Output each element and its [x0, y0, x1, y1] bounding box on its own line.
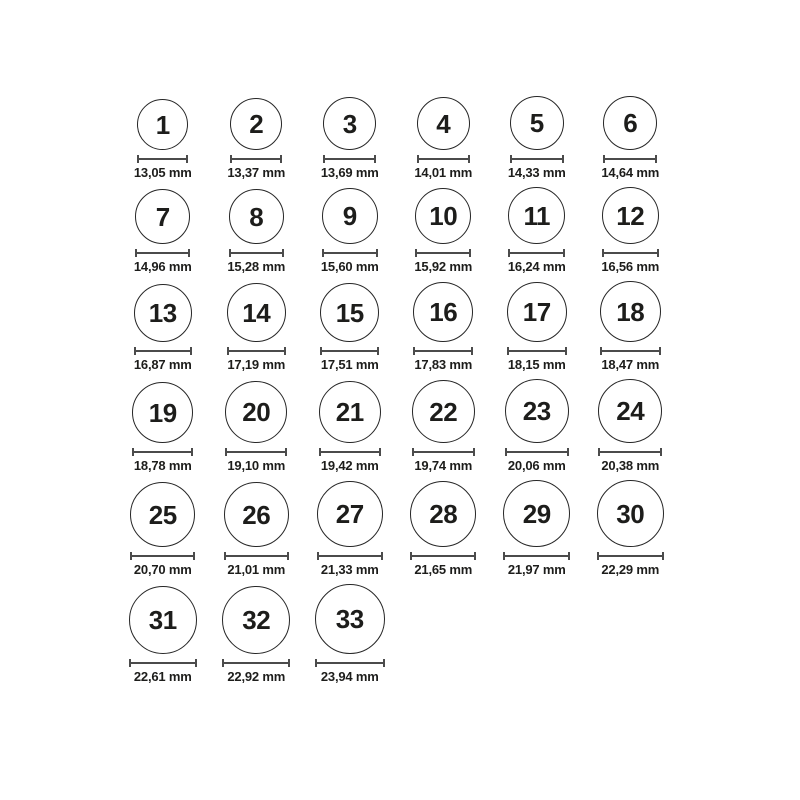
diameter-ruler-line: [419, 158, 468, 160]
diameter-ruler-line: [224, 662, 288, 664]
ring-circle: [508, 187, 565, 244]
diameter-ruler-line: [510, 252, 563, 254]
diameter-ruler: [315, 659, 385, 667]
diameter-ruler-line: [232, 158, 280, 160]
ring-size-cell: [600, 281, 661, 372]
ring-circle: [224, 482, 289, 547]
ring-circle: [319, 381, 381, 443]
ring-size-cell: [321, 188, 379, 274]
diameter-ruler-line: [322, 350, 377, 352]
ring-circle: [225, 381, 287, 443]
diameter-label: 19,10 mm: [227, 458, 286, 473]
ring-circle: [597, 480, 664, 547]
ring-size-cell: [319, 381, 381, 473]
diameter-ruler-line: [231, 252, 282, 254]
ring-size-cell: [503, 480, 570, 577]
ring-size-number: 28: [429, 499, 458, 529]
diameter-ruler: [323, 155, 376, 163]
ring-size-cell: [321, 97, 379, 180]
ring-circle: [229, 189, 284, 244]
ring-size-number: 15: [335, 297, 364, 328]
ring-size-number: 14: [242, 297, 271, 328]
diameter-label: 17,83 mm: [414, 357, 473, 372]
diameter-ruler-line: [134, 451, 191, 453]
ring-size-cell: [414, 97, 472, 180]
ring-size-chart-grid: [116, 96, 677, 684]
diameter-ruler-line: [319, 555, 381, 557]
diameter-label: 21,01 mm: [227, 562, 286, 577]
diameter-label: 20,06 mm: [507, 458, 566, 473]
diameter-ruler: [598, 448, 662, 456]
ring-circle: [600, 281, 661, 342]
ring-circle: [222, 586, 290, 654]
diameter-label: 22,29 mm: [601, 562, 660, 577]
ring-circle: [129, 586, 197, 654]
ring-circle: [320, 283, 379, 342]
diameter-ruler: [229, 249, 284, 257]
diameter-label: 15,92 mm: [414, 259, 473, 274]
diameter-ruler: [322, 249, 378, 257]
ring-size-number: 10: [429, 201, 458, 231]
diameter-label: 13,05 mm: [133, 165, 192, 180]
ring-circle: [410, 481, 476, 547]
ring-circle: [323, 97, 376, 150]
ring-size-cell: [412, 380, 475, 473]
diameter-ruler: [132, 448, 193, 456]
ring-circle: [505, 379, 569, 443]
diameter-ruler-line: [415, 350, 471, 352]
ring-size-cell: [410, 481, 476, 577]
diameter-ruler: [227, 347, 286, 355]
ring-size-cell: [134, 284, 192, 372]
diameter-ruler-line: [325, 158, 374, 160]
ring-size-number: 3: [342, 108, 357, 139]
diameter-label: 19,42 mm: [320, 458, 379, 473]
diameter-label: 15,28 mm: [227, 259, 286, 274]
diameter-ruler: [510, 155, 564, 163]
diameter-ruler: [224, 552, 289, 560]
ring-size-cell: [129, 586, 197, 684]
ring-size-number: 16: [429, 297, 458, 327]
diameter-ruler: [134, 347, 192, 355]
diameter-ruler: [600, 347, 661, 355]
ring-size-cell: [601, 96, 659, 180]
diameter-ruler: [317, 552, 383, 560]
ring-size-cell: [315, 584, 385, 684]
diameter-ruler: [413, 347, 473, 355]
ring-size-number: 17: [522, 297, 551, 327]
diameter-label: 14,33 mm: [507, 165, 566, 180]
diameter-ruler-line: [324, 252, 376, 254]
ring-size-number: 24: [616, 396, 645, 426]
ring-circle: [413, 282, 473, 342]
ring-size-cell: [317, 481, 383, 577]
diameter-label: 21,97 mm: [507, 562, 566, 577]
ring-circle: [227, 283, 286, 342]
ring-size-number: 31: [148, 605, 177, 635]
ring-size-number: 18: [616, 296, 645, 327]
ring-size-cell: [227, 283, 286, 372]
ring-circle: [415, 188, 471, 244]
ring-circle: [134, 284, 192, 342]
diameter-ruler: [320, 347, 379, 355]
ring-size-cell: [134, 99, 192, 180]
diameter-ruler-line: [507, 451, 567, 453]
diameter-ruler-line: [417, 252, 469, 254]
ring-size-number: 7: [155, 201, 170, 232]
ring-circle: [132, 382, 193, 443]
ring-size-cell: [227, 98, 285, 180]
ring-size-cell: [508, 96, 566, 180]
ring-circle: [315, 584, 385, 654]
ring-size-number: 12: [616, 200, 645, 231]
ring-size-cell: [320, 283, 379, 372]
diameter-ruler: [230, 155, 282, 163]
ring-size-number: 30: [616, 498, 645, 529]
diameter-ruler: [603, 155, 657, 163]
diameter-ruler: [319, 448, 381, 456]
ring-size-number: 33: [335, 604, 364, 634]
ring-circle: [507, 282, 567, 342]
ring-size-number: 21: [335, 397, 364, 427]
ring-size-number: 19: [148, 397, 177, 428]
diameter-label: 22,92 mm: [227, 669, 286, 684]
ring-size-cell: [508, 187, 566, 274]
diameter-ruler: [505, 448, 569, 456]
diameter-ruler-line: [317, 662, 383, 664]
ring-circle: [322, 188, 378, 244]
ring-size-number: 4: [436, 108, 451, 139]
ring-size-number: 29: [522, 498, 551, 529]
ring-circle: [510, 96, 564, 150]
diameter-ruler-line: [137, 252, 188, 254]
ring-size-cell: [222, 586, 290, 684]
diameter-ruler: [507, 347, 567, 355]
ring-size-cell: [224, 482, 289, 577]
diameter-ruler-line: [131, 662, 195, 664]
diameter-label: 21,33 mm: [320, 562, 379, 577]
diameter-label: 15,60 mm: [320, 259, 379, 274]
ring-size-number: 13: [148, 298, 177, 328]
ring-size-number: 25: [148, 499, 177, 530]
ring-size-cell: [227, 189, 285, 274]
diameter-ruler: [129, 659, 197, 667]
diameter-ruler: [410, 552, 476, 560]
ring-size-number: 1: [155, 109, 170, 140]
ring-size-cell: [598, 379, 662, 473]
ring-circle: [598, 379, 662, 443]
diameter-ruler-line: [414, 451, 473, 453]
diameter-label: 16,24 mm: [507, 259, 566, 274]
diameter-label: 18,78 mm: [133, 458, 192, 473]
ring-size-cell: [134, 189, 192, 274]
ring-size-cell: [132, 382, 193, 473]
diameter-label: 23,94 mm: [320, 669, 379, 684]
ring-size-cell: [414, 188, 472, 274]
ring-circle: [417, 97, 470, 150]
ring-size-number: 23: [522, 396, 551, 426]
ring-size-number: 20: [242, 397, 271, 427]
diameter-label: 14,64 mm: [601, 165, 660, 180]
diameter-label: 17,19 mm: [227, 357, 286, 372]
ring-circle: [130, 482, 195, 547]
diameter-label: 16,56 mm: [601, 259, 660, 274]
diameter-label: 21,65 mm: [414, 562, 473, 577]
diameter-label: 13,69 mm: [320, 165, 379, 180]
diameter-label: 17,51 mm: [320, 357, 379, 372]
ring-circle: [137, 99, 188, 150]
diameter-ruler-line: [512, 158, 562, 160]
diameter-ruler-line: [602, 350, 659, 352]
diameter-ruler-line: [229, 350, 284, 352]
diameter-ruler-line: [321, 451, 379, 453]
diameter-label: 16,87 mm: [133, 357, 192, 372]
ring-size-number: 26: [242, 499, 271, 530]
diameter-ruler: [417, 155, 470, 163]
diameter-ruler-line: [412, 555, 474, 557]
diameter-ruler-line: [139, 158, 186, 160]
diameter-label: 18,15 mm: [507, 357, 566, 372]
diameter-label: 19,74 mm: [414, 458, 473, 473]
ring-size-cell: [597, 480, 664, 577]
diameter-ruler-line: [505, 555, 568, 557]
diameter-ruler: [597, 552, 664, 560]
ring-size-cell: [225, 381, 287, 473]
diameter-ruler-line: [509, 350, 565, 352]
ring-size-cell: [130, 482, 195, 577]
ring-size-number: 2: [249, 109, 264, 139]
ring-circle: [602, 187, 659, 244]
ring-size-cell: [413, 282, 473, 372]
diameter-ruler: [130, 552, 195, 560]
diameter-ruler-line: [226, 555, 287, 557]
ring-circle: [230, 98, 282, 150]
ring-size-number: 5: [529, 108, 544, 138]
diameter-ruler: [602, 249, 659, 257]
ring-size-number: 22: [429, 396, 458, 427]
diameter-ruler: [135, 249, 190, 257]
diameter-ruler-line: [136, 350, 190, 352]
ring-size-number: 6: [623, 108, 638, 138]
ring-size-number: 11: [523, 200, 550, 231]
ring-size-number: 27: [335, 499, 364, 529]
diameter-ruler: [415, 249, 471, 257]
ring-size-cell: [601, 187, 659, 274]
diameter-ruler: [412, 448, 475, 456]
ring-circle: [317, 481, 383, 547]
diameter-ruler: [503, 552, 570, 560]
ring-size-cell: [505, 379, 569, 473]
diameter-ruler-line: [132, 555, 193, 557]
diameter-label: 14,01 mm: [414, 165, 473, 180]
diameter-label: 20,38 mm: [601, 458, 660, 473]
diameter-label: 18,47 mm: [601, 357, 660, 372]
diameter-ruler: [137, 155, 188, 163]
ring-circle: [412, 380, 475, 443]
diameter-label: 13,37 mm: [227, 165, 286, 180]
ring-circle: [603, 96, 657, 150]
diameter-ruler-line: [604, 252, 657, 254]
diameter-ruler: [222, 659, 290, 667]
diameter-ruler: [225, 448, 287, 456]
diameter-label: 22,61 mm: [133, 669, 192, 684]
diameter-ruler-line: [605, 158, 655, 160]
ring-size-number: 8: [249, 201, 264, 232]
ring-size-number: 32: [242, 605, 271, 635]
diameter-ruler-line: [599, 555, 662, 557]
diameter-ruler: [508, 249, 565, 257]
diameter-ruler-line: [227, 451, 285, 453]
ring-circle: [503, 480, 570, 547]
ring-size-cell: [507, 282, 567, 372]
ring-circle: [135, 189, 190, 244]
diameter-ruler-line: [600, 451, 660, 453]
diameter-label: 20,70 mm: [133, 562, 192, 577]
diameter-label: 14,96 mm: [133, 259, 192, 274]
ring-size-number: 9: [342, 201, 357, 231]
